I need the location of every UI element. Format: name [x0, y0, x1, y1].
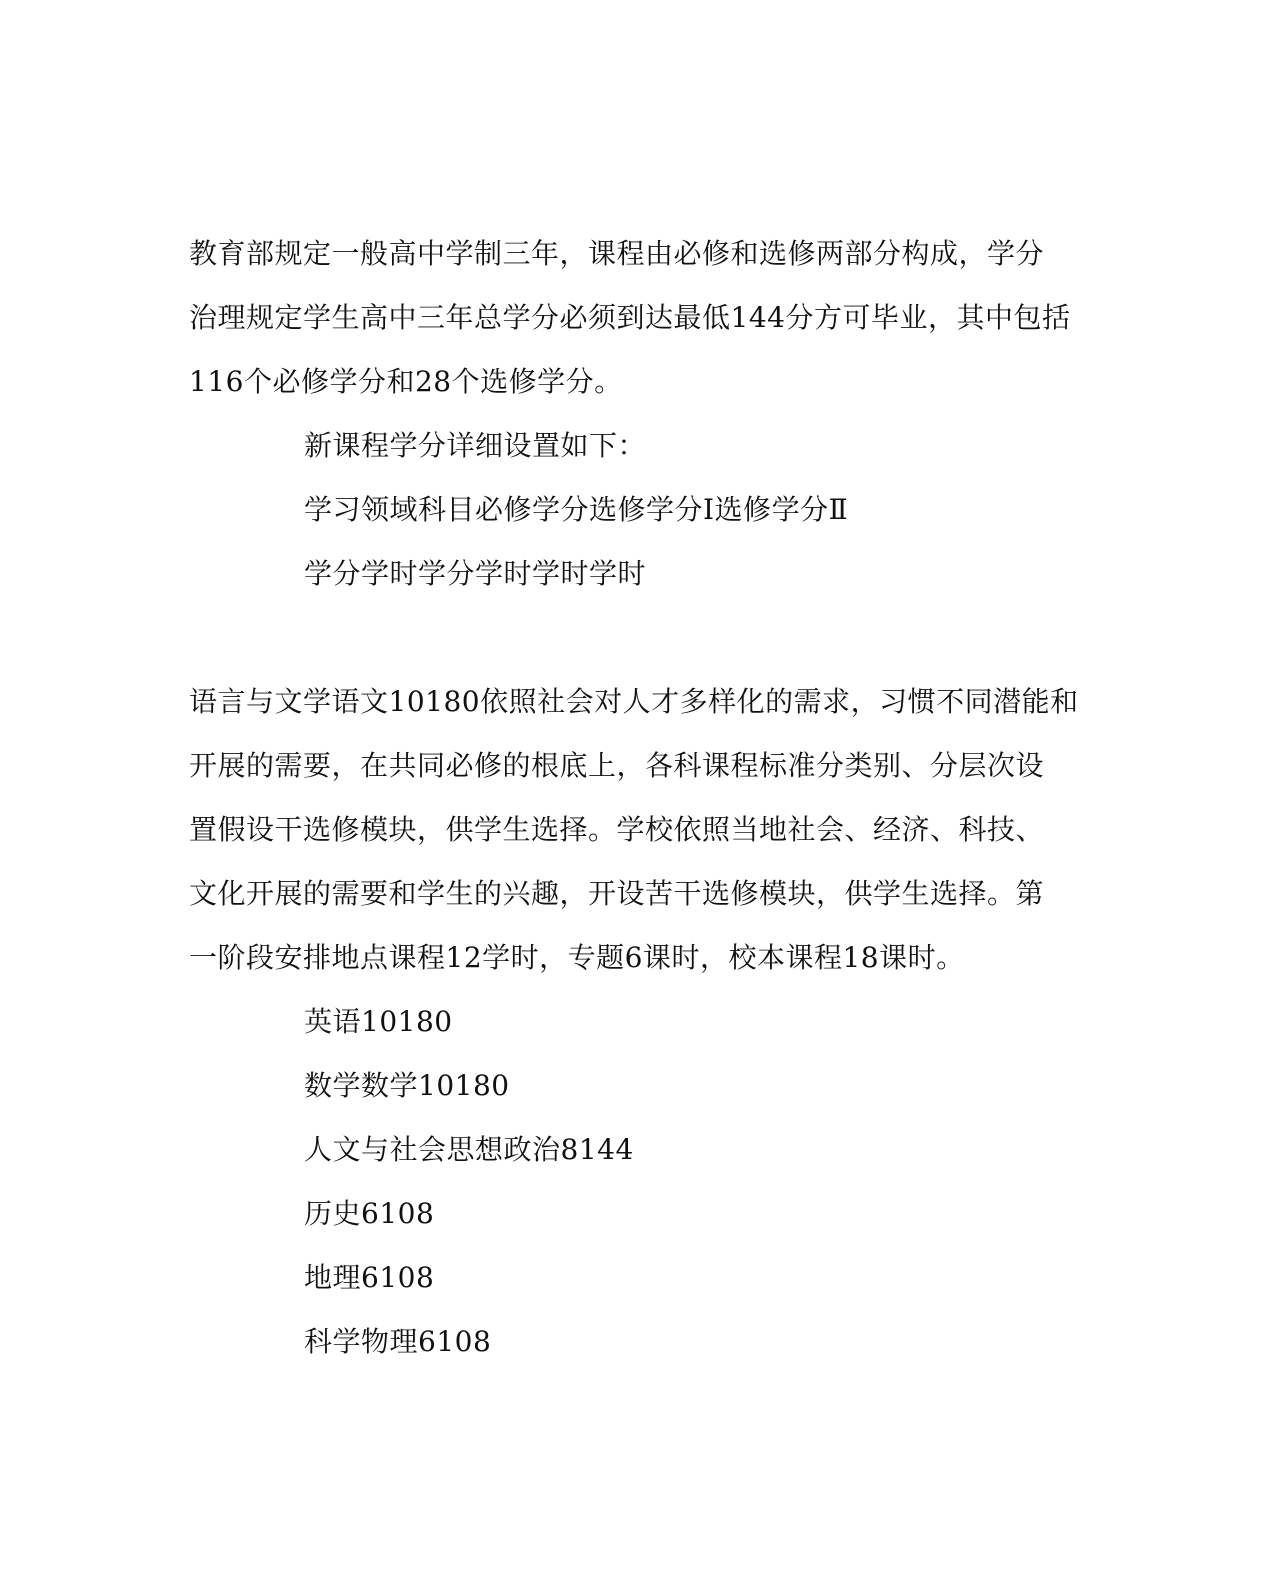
paragraph-2-line-3: 置假设干选修模块，供学生选择。学校依照当地社会、经济、科技、 — [189, 813, 1045, 846]
row-physics: 科学物理6108 — [304, 1325, 492, 1358]
table-header-line-2: 学分学时学分学时学时学时 — [304, 557, 647, 590]
paragraph-2-line-5: 一阶段安排地点课程12学时，专题6课时，校本课程18课时。 — [189, 941, 965, 974]
intro-line: 新课程学分详细设置如下： — [304, 429, 647, 462]
row-english: 英语10180 — [304, 1005, 453, 1038]
paragraph-2-line-4: 文化开展的需要和学生的兴趣，开设苦干选修模块，供学生选择。第 — [189, 877, 1045, 910]
paragraph-2-line-1: 语言与文学语文10180依照社会对人才多样化的需求，习惯不同潜能和 — [189, 685, 1079, 718]
row-politics: 人文与社会思想政治8144 — [304, 1133, 634, 1166]
paragraph-2-line-2: 开展的需要，在共同必修的根底上，各科课程标准分类别、分层次设 — [189, 749, 1045, 782]
paragraph-1-line-2: 治理规定学生高中三年总学分必须到达最低144分方可毕业，其中包括 — [189, 301, 1071, 334]
paragraph-1-line-3: 116个必修学分和28个选修学分。 — [189, 365, 623, 398]
row-geography: 地理6108 — [304, 1261, 435, 1294]
row-math: 数学数学10180 — [304, 1069, 510, 1102]
paragraph-1-line-1: 教育部规定一般高中学制三年，课程由必修和选修两部分构成，学分 — [189, 237, 1045, 270]
row-history: 历史6108 — [304, 1197, 435, 1230]
table-header-line-1: 学习领域科目必修学分选修学分I选修学分Ⅱ — [304, 493, 849, 526]
